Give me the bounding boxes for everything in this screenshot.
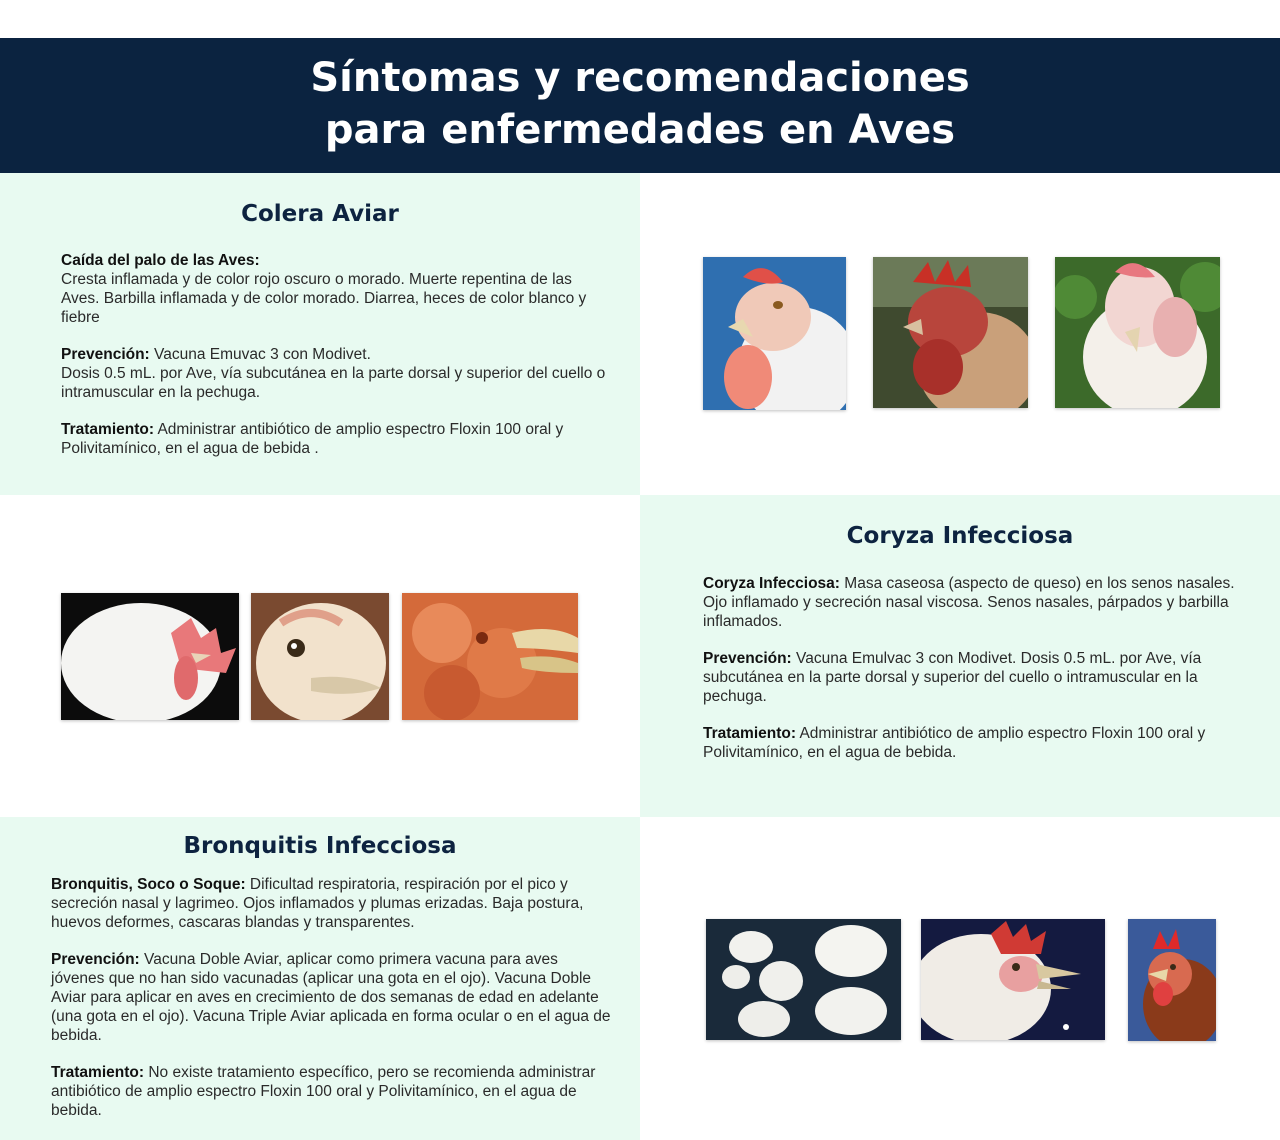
bronquitis-prevention-label: Prevención:	[51, 951, 140, 968]
coryza-photo-1	[61, 593, 239, 720]
colera-prevention	[61, 345, 606, 402]
coryza-symptoms	[703, 574, 1248, 631]
coryza-symptoms-label: Coryza Infecciosa:	[703, 575, 840, 592]
bronquitis-treatment	[51, 1063, 611, 1120]
bronquitis-symptoms	[51, 875, 611, 932]
bronquitis-treatment-text: No existe tratamiento específico, pero se recomienda administrar antibiótico de amplio espectro Floxin 100 oral y Polivitamínico, en el agua de bebida.	[51, 1064, 596, 1119]
bronquitis-photo-3	[1128, 919, 1216, 1041]
bronquitis-body	[51, 875, 611, 1138]
coryza-photo-3	[402, 593, 578, 720]
colera-prevention-label: Prevención:	[61, 346, 150, 363]
colera-treatment-text: Administrar antibiótico de amplio espectro Floxin 100 oral y Polivitamínico, en el agua de bebida .	[61, 421, 564, 457]
coryza-prevention-label: Prevención:	[703, 650, 792, 667]
colera-photo-3	[1055, 257, 1220, 408]
coryza-treatment-text: Administrar antibiótico de amplio espectro Floxin 100 oral y Polivitamínico, en el agua de bebida.	[703, 725, 1206, 761]
bronquitis-photo-panel	[640, 817, 1280, 1140]
colera-treatment-label: Tratamiento:	[61, 421, 155, 438]
bronquitis-symptoms-label: Bronquitis, Soco o Soque:	[51, 876, 246, 893]
colera-treatment	[61, 420, 606, 458]
colera-title: Colera Aviar	[241, 201, 399, 227]
bronquitis-prevention	[51, 950, 611, 1045]
bronquitis-prevention-text: Vacuna Doble Aviar, aplicar como primera vacuna para aves jóvenes que no han sido vacunadas (aplicar una gota en el ojo). Vacuna Doble Aviar para aplicar en aves en crecimiento de dos semanas de edad en adelante (una gota en el ojo). Vacuna Triple Aviar aplicada en forma ocular o en el agua de bebida.	[51, 951, 611, 1044]
bronquitis-photo-1	[706, 919, 901, 1040]
coryza-text-panel	[640, 495, 1280, 817]
coryza-treatment-label: Tratamiento:	[703, 725, 797, 742]
header-banner	[0, 38, 1280, 173]
bronquitis-photo-2	[921, 919, 1105, 1040]
coryza-photo-2	[251, 593, 389, 720]
colera-photo-2	[873, 257, 1028, 408]
bronquitis-treatment-label: Tratamiento:	[51, 1064, 145, 1081]
bronquitis-symptoms-text: Dificultad respiratoria, respiración por el pico y secreción nasal y lagrimeo. Ojos inflamados y plumas erizadas. Baja postura, huevos deformes, cascaras blandas y transparentes.	[51, 876, 584, 931]
colera-body	[61, 251, 606, 476]
colera-symptoms	[61, 251, 606, 327]
colera-prevention-text2: Dosis 0.5 mL. por Ave, vía subcutánea en la parte dorsal y superior del cuello o intramuscular en la pechuga.	[61, 365, 606, 401]
colera-symptoms-text: Cresta inflamada y de color rojo oscuro o morado. Muerte repentina de las Aves. Barbilla inflamada y de color morado. Diarrea, heces de color blanco y fiebre	[61, 271, 587, 326]
colera-prevention-text: Vacuna Emuvac 3 con Modivet.	[154, 346, 371, 363]
coryza-photo-panel	[0, 495, 640, 817]
page-title-line2: para enfermedades en Aves	[324, 107, 956, 153]
colera-text-panel	[0, 173, 640, 495]
coryza-body	[703, 574, 1248, 780]
colera-symptoms-label: Caída del palo de las Aves:	[61, 252, 260, 269]
bronquitis-title: Bronquitis Infecciosa	[183, 833, 457, 859]
colera-photo-panel	[640, 173, 1280, 495]
coryza-prevention-text: Vacuna Emulvac 3 con Modivet. Dosis 0.5 mL. por Ave, vía subcutánea en la parte dorsal y superior del cuello o intramuscular en la pechuga.	[703, 650, 1202, 705]
coryza-symptoms-text: Masa caseosa (aspecto de queso) en los senos nasales. Ojo inflamado y secreción nasal viscosa. Senos nasales, párpados y barbilla inflamados.	[703, 575, 1235, 630]
coryza-treatment	[703, 724, 1248, 762]
page-title-line1: Síntomas y recomendaciones	[310, 55, 970, 101]
coryza-title: Coryza Infecciosa	[846, 523, 1074, 549]
coryza-prevention	[703, 649, 1248, 706]
colera-photo-1	[703, 257, 846, 410]
bronquitis-text-panel	[0, 817, 640, 1140]
